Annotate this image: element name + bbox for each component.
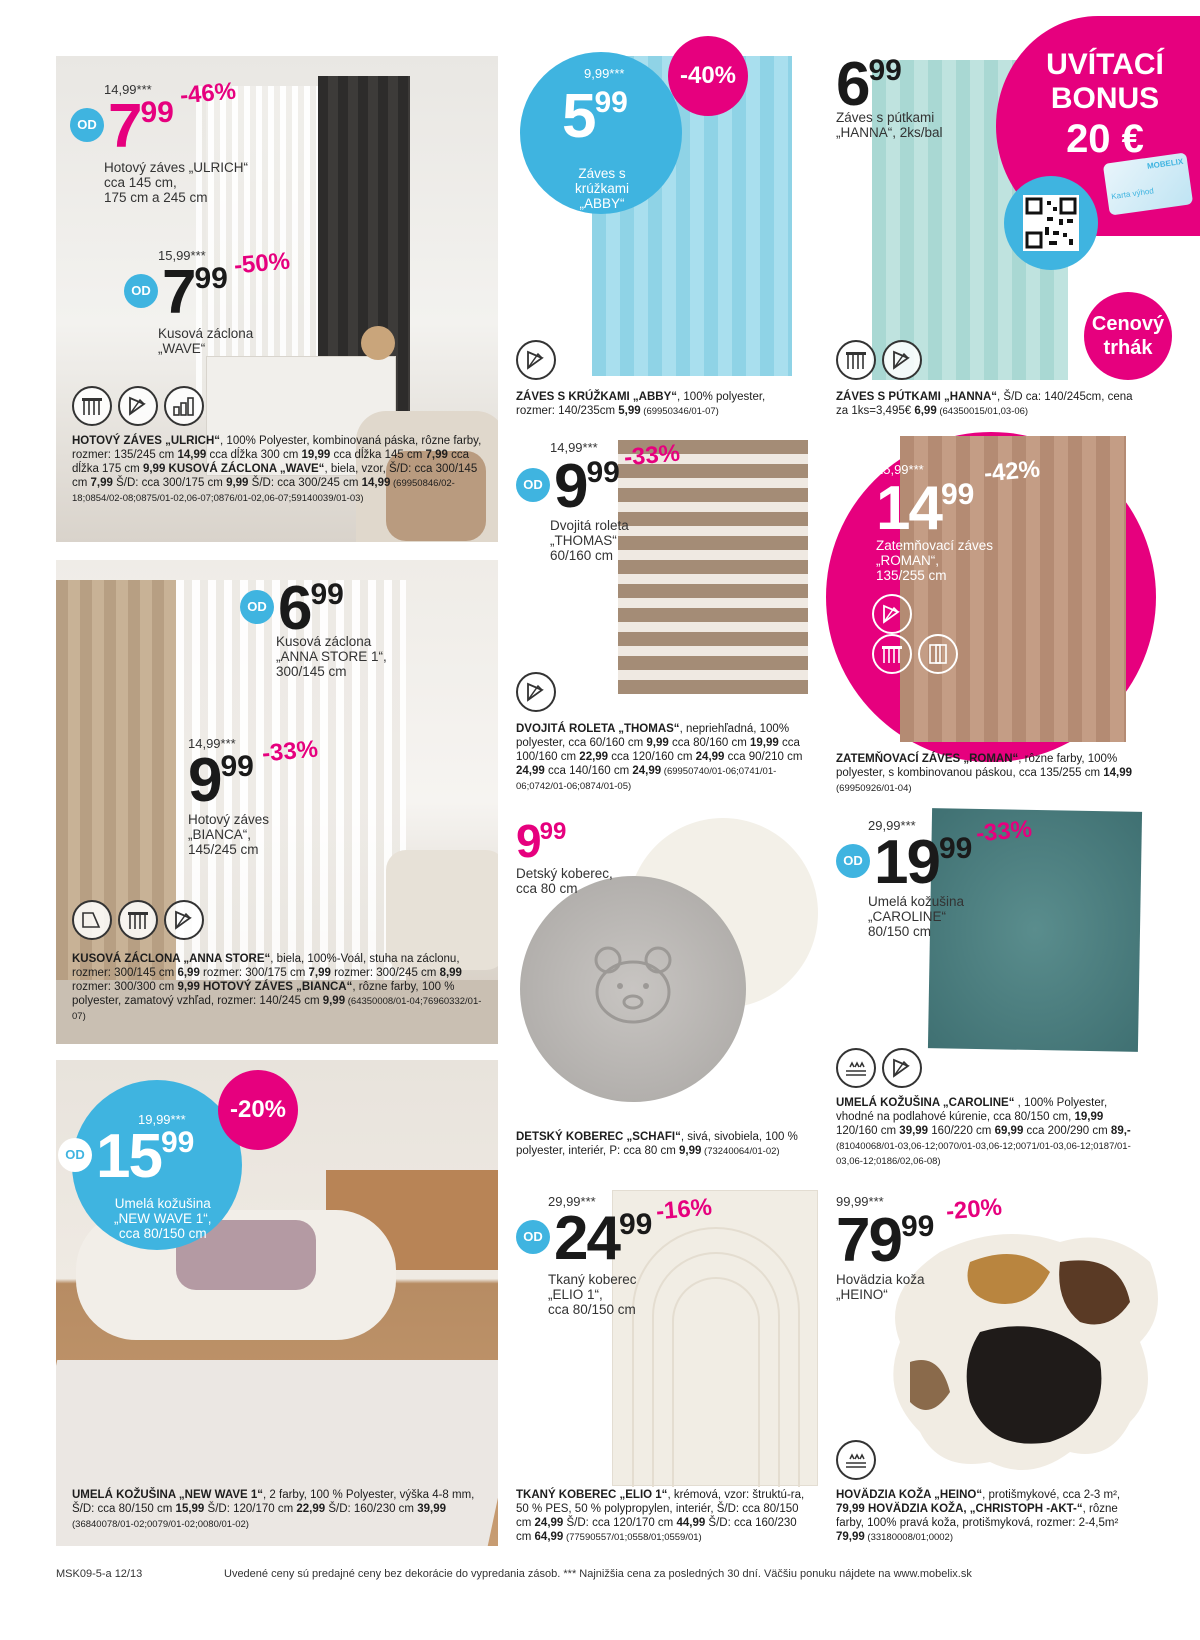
price-dec: 99: [594, 86, 628, 119]
label-line: 300/145 cm: [276, 664, 347, 679]
price-int: 14: [876, 474, 941, 543]
bonus-line2: BONUS: [1050, 82, 1160, 115]
label-line: „ABBY“: [579, 196, 625, 211]
desc-bold: 44,99: [676, 1517, 706, 1529]
curtain-tape-icon: [872, 634, 912, 674]
desc-bold: KUSOVÁ ZÁCLONA „WAVE“: [165, 463, 325, 475]
qr-code-icon: [1023, 195, 1079, 251]
thomas-description: [516, 722, 806, 794]
desc-text: , protišmykové, cca 2-3 m²,: [982, 1489, 1121, 1501]
ulrich-old-price: 14,99***: [104, 82, 152, 97]
bianca-price: [188, 746, 254, 815]
desc-text: , krémová, vzor: štruktú-ra, 50 % PES, 50 % polypropylen, interiér, Š/D: cca 80/150 cm: [516, 1489, 805, 1529]
desc-bold: KUSOVÁ ZÁCLONA „ANNA STORE“: [72, 953, 271, 965]
price-dec: 99: [618, 1208, 653, 1241]
desc-bold: 24,99: [516, 765, 545, 777]
card-text: Karta výhod: [1110, 186, 1155, 202]
desc-bold: TKANÝ KOBEREC „ELIO 1“: [516, 1489, 668, 1501]
elio-price: [516, 1204, 653, 1273]
label-line: Umelá kožušina: [114, 1196, 211, 1211]
desc-bold: 39,99: [899, 1125, 929, 1137]
desc-text: cca 100/160 cm: [516, 737, 800, 763]
heino-label: [836, 1272, 925, 1302]
abby-discount-badge: [668, 36, 748, 116]
ulrich-icons: [72, 386, 204, 426]
desc-text: cca 80/160 cm: [668, 737, 750, 749]
desc-text: cca 140/160 cm: [544, 765, 633, 777]
desc-code: (69950740/01-06;0741/01-06;0742/01-06;0874/01-05): [516, 766, 777, 792]
roman-discount: -42%: [982, 455, 1042, 488]
desc-bold: 9,99: [679, 1145, 702, 1157]
desc-code: (36840078/01-02;0079/01-02;0080/01-02): [72, 1519, 249, 1530]
newwave-old-price: 19,99***: [138, 1112, 186, 1127]
schafi-label: [516, 866, 613, 896]
label-line: „BIANCA“,: [188, 827, 252, 842]
label-line: „CAROLINE“: [868, 909, 947, 924]
newwave-label: [114, 1196, 212, 1241]
ulrich-price: [70, 92, 174, 161]
price-int: 79: [836, 1206, 901, 1275]
abby-description: [516, 390, 796, 419]
bonus-text: [1020, 48, 1190, 162]
label-line: „HANNA“, 2ks/bal: [836, 125, 943, 140]
abby-price: [562, 82, 628, 151]
desc-text: cca 200/290 cm: [1023, 1125, 1111, 1137]
desc-bold: 22,99: [579, 751, 609, 763]
desc-text: Š/D: cca 300/175 cm: [112, 477, 227, 489]
label-line: 145/245 cm: [188, 842, 259, 857]
desc-bold: 19,99: [1074, 1111, 1104, 1123]
price-dec: 99: [938, 832, 973, 865]
price-dec: 99: [140, 96, 174, 129]
roman-description: [836, 752, 1136, 796]
schafi-description: [516, 1130, 806, 1159]
roman-old-price: 25,99***: [876, 462, 924, 477]
label-line: cca 145 cm,: [104, 175, 177, 190]
desc-text: cca 120/160 cm: [608, 751, 696, 763]
desc-text: cca dĺžka 300 cm: [206, 449, 302, 461]
roman-icons-row: [872, 634, 958, 674]
color-fan-icon: [118, 386, 158, 426]
desc-bold: 9,99: [177, 981, 200, 993]
desc-bold: 24,99: [632, 765, 662, 777]
newwave-discount-badge: [218, 1070, 298, 1150]
anna-icons: [72, 900, 204, 940]
desc-bold: 9,99: [226, 477, 249, 489]
bonus-amount: 20 €: [1066, 117, 1144, 161]
desc-code: (33180008/01;0002): [864, 1532, 953, 1543]
label-line: Zatemňovací záves: [876, 538, 994, 553]
price-dec: 99: [310, 578, 344, 611]
od-badge: OD: [240, 590, 274, 624]
abby-label: [550, 166, 654, 211]
desc-code: (69950926/01-04): [836, 783, 912, 794]
curtain-tape-icon: [72, 386, 112, 426]
thomas-old-price: 14,99***: [550, 440, 598, 455]
desc-bold: UMELÁ KOŽUŠINA „CAROLINE“: [836, 1097, 1015, 1109]
desc-bold: 89,-: [1110, 1125, 1131, 1137]
desc-bold: 14,99: [361, 477, 391, 489]
bonus-line1: UVÍTACÍ: [1046, 48, 1164, 81]
curtain-loops-icon: [836, 340, 876, 380]
desc-text: , 100% polyester, rozmer: 140/235cm: [516, 391, 766, 417]
heino-description: [836, 1488, 1136, 1545]
desc-bold: 6,99: [914, 405, 937, 417]
desc-text: , sivá, sivobiela, 100 % polyester, interiér, P: cca 80 cm: [516, 1131, 798, 1157]
label-line: cca 80 cm: [516, 881, 578, 896]
desc-bold: 8,99: [439, 967, 462, 979]
desc-text: rozmer: 300/300 cm: [72, 981, 178, 993]
desc-text: , rôzne farby, 100% polyester, s kombinovanou páskou, cca 135/255 cm: [836, 753, 1118, 779]
label-line: „NEW WAVE 1“,: [114, 1211, 212, 1226]
label-line: 135/255 cm: [876, 568, 947, 583]
label-line: Kusová záclona: [276, 634, 372, 649]
label-line: cca 80/150 cm: [548, 1302, 636, 1317]
label-line: „ANNA STORE 1“,: [276, 649, 387, 664]
thickness-icon: [72, 900, 112, 940]
price-int: 9: [516, 815, 540, 867]
desc-text: , nepriehľadná, 100% polyester, cca 60/160 cm: [516, 723, 790, 749]
od-badge: OD: [58, 1138, 92, 1172]
hanna-icons: [836, 340, 922, 380]
bianca-label: [188, 812, 269, 857]
roman-price: [876, 474, 975, 543]
desc-text: , rôzne farby, 100% pravá koža, protišmyková, rozmer: 2-4,5m²: [836, 1503, 1119, 1529]
desc-text: cca 90/210 cm: [724, 751, 803, 763]
price-int: 9: [188, 746, 221, 815]
cenovy-line1: Cenový: [1091, 313, 1165, 335]
desc-bold: 24,99: [695, 751, 725, 763]
desc-text: , Š/D ca: 140/245cm, cena za 1ks=3,495€: [836, 391, 1133, 417]
anna-price: [240, 574, 344, 643]
newwave-description: [72, 1488, 482, 1532]
desc-text: 160/220 cm: [928, 1125, 995, 1137]
desc-bold: HOTOVÝ ZÁVES „BIANCA“: [199, 981, 353, 993]
discount-text: -20%: [229, 1096, 287, 1123]
schafi-price: [516, 815, 567, 867]
qr-code-circle[interactable]: [1004, 176, 1098, 270]
price-int: 19: [874, 828, 939, 897]
desc-bold: 79,99: [836, 1503, 865, 1515]
label-line: „ROMAN“,: [876, 553, 939, 568]
elio-description: [516, 1488, 806, 1545]
desc-text: cca dĺžka 175 cm: [72, 449, 469, 475]
elio-old-price: 29,99***: [548, 1194, 596, 1209]
desc-bold: 14,99: [177, 449, 207, 461]
label-line: „WAVE“: [158, 341, 206, 356]
ulrich-label: [104, 160, 248, 205]
desc-bold: 9,99: [646, 737, 669, 749]
desc-code: (69950846/02-18;0854/02-08;0875/01-02,06-07;0876/01-02,06-07;59140039/01-03): [72, 478, 455, 504]
desc-text: cca dĺžka 145 cm: [330, 449, 426, 461]
lamp: [361, 326, 395, 360]
label-line: Hotový záves „ULRICH“: [104, 160, 249, 175]
curtain-tape-icon: [118, 900, 158, 940]
ulrich-description: [72, 434, 482, 506]
desc-text: , biela, vzor, Š/D: cca 300/145 cm: [72, 463, 478, 489]
label-line: „HEINO“: [836, 1287, 888, 1302]
desc-bold: ZATEMŇOVACÍ ZÁVES „ROMAN“: [836, 753, 1019, 765]
price-dec: 99: [160, 1126, 195, 1159]
wave-discount: -50%: [232, 247, 292, 280]
elio-discount: -16%: [654, 1193, 714, 1226]
od-badge: OD: [516, 1220, 550, 1254]
label-line: „ELIO 1“,: [548, 1287, 603, 1302]
od-badge: OD: [836, 844, 870, 878]
caroline-description: [836, 1096, 1136, 1169]
desc-text: 120/160 cm: [836, 1125, 900, 1137]
desc-code: (77590557/01;0558/01;0559/01): [563, 1532, 702, 1543]
caroline-price: [836, 828, 973, 897]
cenovy-line2: trhák: [1103, 337, 1153, 359]
desc-bold: 64,99: [534, 1531, 564, 1543]
floor-heating-icon: [836, 1048, 876, 1088]
desc-text: , 100% Polyester, kombinovaná páska, rôzne farby, rozmer: 135/245 cm: [72, 435, 482, 461]
desc-code: (69950346/01-07): [640, 406, 719, 417]
abby-old-price: 9,99***: [584, 66, 625, 81]
thomas-blind-image: [618, 440, 808, 694]
desc-text: rozmer: 300/245 cm: [330, 967, 440, 979]
price-dec: 99: [539, 818, 567, 845]
color-fan-icon: [872, 594, 912, 634]
color-fan-icon: [164, 900, 204, 940]
color-fan-icon: [516, 672, 556, 712]
price-dec: 99: [868, 54, 902, 87]
blackout-icon: [918, 634, 958, 674]
roman-label: [876, 538, 993, 583]
label-line: Záves s krúžkami: [574, 166, 629, 196]
anna-description: [72, 952, 482, 1024]
desc-text: , 100% Polyester, vhodné na podlahové kúrenie, cca 80/150 cm,: [836, 1097, 1108, 1123]
desc-bold: 7,99: [90, 477, 113, 489]
footer-code: MSK09-5-a 12/13: [56, 1568, 143, 1580]
anna-label: [276, 634, 387, 679]
desc-bold: 69,99: [994, 1125, 1024, 1137]
hanna-description: [836, 390, 1136, 419]
desc-text: Š/D: cca 120/170 cm: [563, 1517, 677, 1529]
color-fan-icon: [882, 340, 922, 380]
price-int: 7: [162, 258, 195, 327]
desc-bold: 7,99: [425, 449, 448, 461]
thomas-icons: [516, 672, 556, 712]
price-dec: 99: [194, 262, 228, 295]
desc-text: , rôzne farby, 100 % polyester, zamatový vzhľad, rozmer: 140/245 cm: [72, 981, 455, 1007]
thomas-discount: -33%: [622, 439, 682, 472]
desc-bold: 6,99: [177, 967, 200, 979]
desc-bold: UMELÁ KOŽUŠINA „NEW WAVE 1“: [72, 1489, 264, 1501]
roman-icons: [872, 594, 912, 634]
color-fan-icon: [882, 1048, 922, 1088]
desc-bold: 9,99: [322, 995, 346, 1007]
desc-bold: 7,99: [308, 967, 331, 979]
label-line: Záves s pútkami: [836, 110, 935, 125]
label-line: Dvojitá roleta: [550, 518, 629, 533]
sizes-icon: [164, 386, 204, 426]
caroline-icons: [836, 1048, 922, 1088]
price-dec: 99: [220, 750, 254, 783]
bear-face-icon: [590, 946, 676, 1026]
desc-text: , 2 farby, 100 % Polyester, výška 4-8 mm, Š/D: cca 80/150 cm: [72, 1489, 475, 1515]
desc-text: Š/D: cca 160/230 cm: [516, 1517, 797, 1543]
desc-bold: 24,99: [534, 1517, 564, 1529]
price-dec: 99: [900, 1210, 935, 1243]
wave-label: [158, 326, 253, 356]
hanna-label: [836, 110, 943, 140]
desc-bold: 9,99: [142, 463, 166, 475]
label-line: Hotový záves: [188, 812, 270, 827]
desc-bold: 19,99: [301, 449, 331, 461]
caroline-discount: -33%: [974, 815, 1034, 848]
desc-bold: 19,99: [749, 737, 779, 749]
hanna-price: [836, 50, 902, 119]
abby-icons: [516, 340, 556, 380]
price-int: 9: [554, 452, 587, 521]
floor-heating-icon: [836, 1440, 876, 1480]
desc-bold: HOVÄDZIA KOŽA „HEINO“: [836, 1489, 983, 1501]
label-line: Tkaný koberec: [548, 1272, 637, 1287]
desc-bold: 14,99: [1103, 767, 1132, 779]
od-badge: OD: [124, 274, 158, 308]
label-line: cca 80/150 cm: [118, 1226, 207, 1241]
price-int: 6: [278, 574, 311, 643]
label-line: Kusová záclona: [158, 326, 254, 341]
od-badge: OD: [70, 108, 104, 142]
price-int: 5: [562, 82, 595, 151]
price-int: 6: [836, 50, 869, 119]
card-brand: MOBELIX: [1146, 156, 1184, 171]
caroline-old-price: 29,99***: [868, 818, 916, 833]
desc-bold: DETSKÝ KOBEREC „SCHAFI“: [516, 1131, 681, 1143]
thomas-label: [550, 518, 629, 563]
desc-bold: ZÁVES S KRÚŽKAMI „ABBY“: [516, 391, 678, 403]
desc-bold: 15,99: [175, 1503, 205, 1515]
label-line: 60/160 cm: [550, 548, 614, 563]
desc-bold: ZÁVES S PÚTKAMI „HANNA“: [836, 391, 998, 403]
wave-old-price: 15,99***: [158, 248, 206, 263]
thomas-price: [516, 452, 620, 521]
desc-text: , biela, 100%-Voál, stuha na záclonu, rozmer: 300/145 cm: [72, 953, 460, 979]
od-badge: OD: [516, 468, 550, 502]
desc-text: Š/D: 120/170 cm: [204, 1503, 297, 1515]
caroline-label: [868, 894, 964, 939]
newwave-price: [65, 1122, 195, 1191]
desc-bold: 39,99: [417, 1503, 446, 1515]
label-line: Detský koberec,: [516, 866, 613, 881]
label-line: „THOMAS“: [550, 533, 617, 548]
desc-text: Š/D: 160/230 cm: [325, 1503, 418, 1515]
price-int: 24: [554, 1204, 619, 1273]
desc-code: (64350008/01-04;76960332/01-07): [72, 996, 482, 1022]
label-line: Umelá kožušina: [868, 894, 965, 909]
desc-text: Š/D: cca 300/245 cm: [248, 477, 362, 489]
heino-icons: [836, 1440, 876, 1480]
desc-code: (73240064/01-02): [701, 1146, 780, 1157]
desc-code: (81040068/01-03,06-12;0070/01-03,06-12;0071/01-03,06-12;0187/01-03,06-12;0186/02,06-08): [836, 1141, 1131, 1167]
label-line: 175 cm a 245 cm: [104, 190, 208, 205]
label-line: 80/150 cm: [868, 924, 932, 939]
bianca-discount: -33%: [260, 735, 320, 768]
price-dec: 99: [586, 456, 620, 489]
color-fan-icon: [516, 340, 556, 380]
label-line: Hovädzia koža: [836, 1272, 925, 1287]
desc-text: rozmer: 300/175 cm: [199, 967, 309, 979]
ulrich-discount: -46%: [178, 77, 238, 110]
desc-bold: 79,99: [836, 1531, 865, 1543]
desc-bold: 5,99: [618, 405, 641, 417]
wave-price: [124, 258, 228, 327]
cenovy-trhak-badge: [1084, 292, 1172, 380]
desc-code: (64350015/01,03-06): [936, 406, 1029, 417]
price-dec: 99: [940, 478, 975, 511]
footer-disclaimer: Uvedené ceny sú predajné ceny bez dekorácie do vypredania zásob. *** Najnižšia cena za posledných 30 dní. Väčšiu ponuku nájdete na www.mobelix.sk: [224, 1568, 972, 1580]
desc-bold: HOVÄDZIA KOŽA, „CHRISTOPH -AKT-“: [864, 1503, 1083, 1515]
elio-label: [548, 1272, 637, 1317]
discount-text: -40%: [679, 62, 737, 89]
desc-bold: 22,99: [296, 1503, 326, 1515]
desc-bold: HOTOVÝ ZÁVES „ULRICH“: [72, 435, 221, 447]
heino-old-price: 99,99***: [836, 1194, 884, 1209]
heino-price: [836, 1206, 935, 1275]
price-int: 7: [108, 92, 141, 161]
desc-bold: DVOJITÁ ROLETA „THOMAS“: [516, 723, 680, 735]
heino-discount: -20%: [944, 1193, 1004, 1226]
price-int: 15: [96, 1122, 161, 1191]
bianca-old-price: 14,99***: [188, 736, 236, 751]
